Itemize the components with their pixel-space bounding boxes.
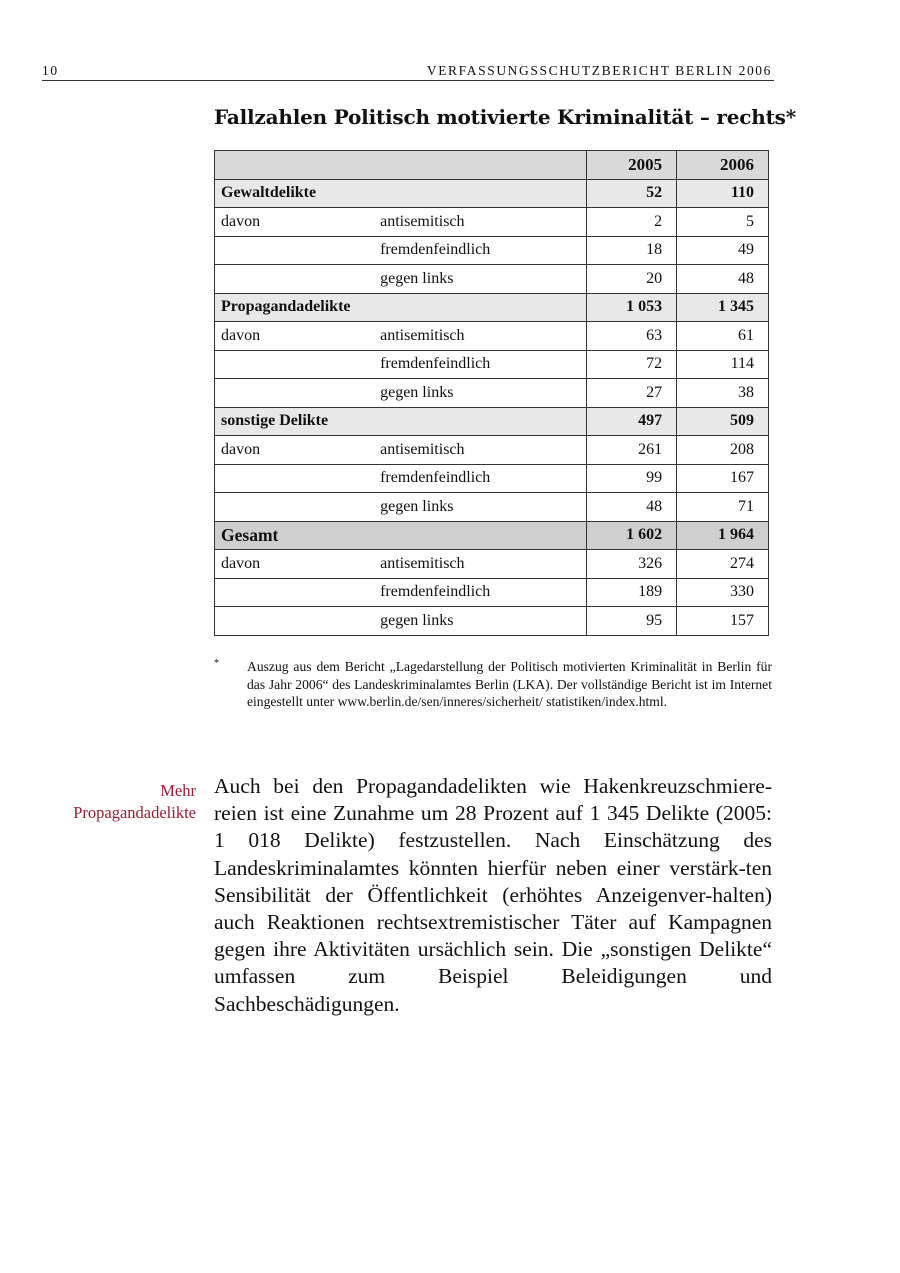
- row-label: antisemitisch: [374, 208, 587, 237]
- category-label: Gewaltdelikte: [215, 179, 587, 208]
- row-label: gegen links: [374, 607, 587, 636]
- category-total-2005: 1 053: [587, 293, 677, 322]
- row-value-2005: 95: [587, 607, 677, 636]
- table-row: [215, 322, 769, 351]
- row-label: gegen links: [374, 493, 587, 522]
- category-total-2006: 509: [677, 407, 769, 436]
- row-prefix: [215, 493, 375, 522]
- row-label: gegen links: [374, 265, 587, 294]
- margin-note-line-2: Propagandadelikte: [73, 803, 196, 822]
- report-title: VERFASSUNGSSCHUTZBERICHT BERLIN 2006: [426, 63, 772, 78]
- table-row: [215, 436, 769, 465]
- margin-note-line-1: Mehr: [160, 781, 196, 800]
- row-prefix: davon: [215, 208, 375, 237]
- row-value-2006: 114: [677, 350, 769, 379]
- row-prefix: [215, 350, 375, 379]
- year-header-2005: 2005: [587, 151, 677, 180]
- row-prefix: davon: [215, 436, 375, 465]
- row-label: fremdenfeindlich: [374, 578, 587, 607]
- row-value-2005: 20: [587, 265, 677, 294]
- row-value-2006: 61: [677, 322, 769, 351]
- row-value-2005: 48: [587, 493, 677, 522]
- row-value-2005: 72: [587, 350, 677, 379]
- row-value-2005: 63: [587, 322, 677, 351]
- table-row: [215, 550, 769, 579]
- row-value-2005: 2: [587, 208, 677, 237]
- row-label: antisemitisch: [374, 550, 587, 579]
- row-label: fremdenfeindlich: [374, 236, 587, 265]
- row-prefix: davon: [215, 322, 375, 351]
- table-header-row: [215, 151, 769, 180]
- running-header: [42, 62, 774, 81]
- row-value-2006: 49: [677, 236, 769, 265]
- year-header-2006: 2006: [677, 151, 769, 180]
- row-prefix: [215, 464, 375, 493]
- table-row: [215, 578, 769, 607]
- category-total-2006: 1 964: [677, 521, 769, 550]
- category-label: Propagandadelikte: [215, 293, 587, 322]
- row-value-2006: 167: [677, 464, 769, 493]
- row-value-2006: 38: [677, 379, 769, 408]
- row-prefix: [215, 236, 375, 265]
- row-prefix: [215, 265, 375, 294]
- header-empty-cell: [215, 151, 587, 180]
- table-row: [215, 236, 769, 265]
- row-value-2006: 71: [677, 493, 769, 522]
- page-number: 10: [42, 63, 59, 78]
- row-value-2005: 261: [587, 436, 677, 465]
- row-label: gegen links: [374, 379, 587, 408]
- category-label: Gesamt: [215, 521, 587, 550]
- table-row: [215, 493, 769, 522]
- row-value-2006: 330: [677, 578, 769, 607]
- row-value-2005: 27: [587, 379, 677, 408]
- category-total-2006: 1 345: [677, 293, 769, 322]
- footnote-mark: *: [214, 658, 219, 669]
- category-row: [215, 179, 769, 208]
- row-value-2006: 5: [677, 208, 769, 237]
- row-value-2006: 274: [677, 550, 769, 579]
- row-prefix: [215, 379, 375, 408]
- row-prefix: [215, 578, 375, 607]
- table-row: [215, 607, 769, 636]
- row-value-2005: 18: [587, 236, 677, 265]
- row-value-2006: 48: [677, 265, 769, 294]
- body-paragraph: Auch bei den Propagandadelikten wie Hakenkreuzschmiere-reien ist eine Zunahme um 28 Prozent auf 1 345 Delikte (2005: 1 018 Delikte) festzustellen. Nach Einschätzung des Landeskriminalamtes könnten hierfür neben einer verstärk-ten Sensibilität der Öffentlichkeit (erhöhtes Anzeigenver-halten) auch Reaktionen rechtsextremistischer Täter auf Kampagnen gegen ihre Aktivitäten ursächlich sein. Die „sonstigen Delikte“ umfassen zum Beispiel Beleidigungen und Sachbeschädigungen.: [214, 774, 772, 1016]
- margin-note: [16, 780, 196, 824]
- row-prefix: [215, 607, 375, 636]
- category-total-2005: 1 602: [587, 521, 677, 550]
- row-label: antisemitisch: [374, 322, 587, 351]
- row-value-2005: 99: [587, 464, 677, 493]
- crime-statistics-table: [214, 150, 769, 636]
- row-prefix: davon: [215, 550, 375, 579]
- category-total-2005: 497: [587, 407, 677, 436]
- row-value-2006: 157: [677, 607, 769, 636]
- footnote-text: Auszug aus dem Bericht „Lagedarstellung der Politisch motivierten Kriminalität in Berlin für das Jahr 2006“ des Landeskriminalamtes Berlin (LKA). Der vollständige Bericht ist im Internet eingestellt unter www.berlin.de/sen/inneres/sicherheit/ statistiken/index.html.: [247, 659, 772, 710]
- category-label: sonstige Delikte: [215, 407, 587, 436]
- row-value-2005: 326: [587, 550, 677, 579]
- row-label: fremdenfeindlich: [374, 464, 587, 493]
- row-value-2006: 208: [677, 436, 769, 465]
- row-label: antisemitisch: [374, 436, 587, 465]
- table-row: [215, 464, 769, 493]
- table-row: [215, 265, 769, 294]
- table-title: Fallzahlen Politisch motivierte Kriminalität – rechts*: [214, 105, 796, 129]
- table-row: [215, 379, 769, 408]
- table-row: [215, 350, 769, 379]
- category-row: [215, 293, 769, 322]
- table-row: [215, 208, 769, 237]
- category-total-2005: 52: [587, 179, 677, 208]
- category-row: [215, 407, 769, 436]
- row-value-2005: 189: [587, 578, 677, 607]
- row-label: fremdenfeindlich: [374, 350, 587, 379]
- category-total-2006: 110: [677, 179, 769, 208]
- table-footnote: [214, 658, 772, 711]
- category-row: [215, 521, 769, 550]
